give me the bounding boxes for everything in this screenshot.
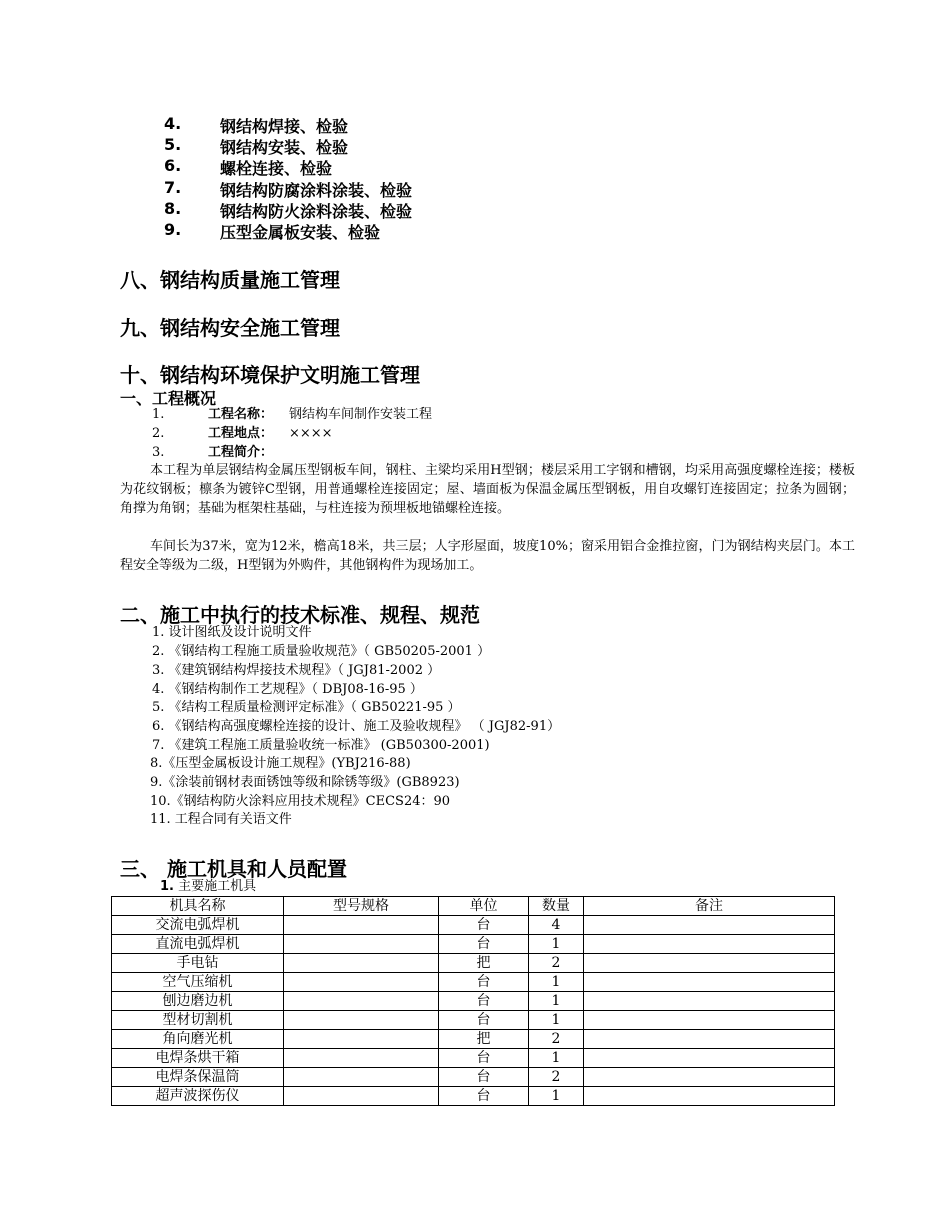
table-cell: 台 [439, 973, 529, 992]
table-cell [284, 1087, 439, 1106]
table-cell: 把 [439, 1030, 529, 1049]
standard-item: 6. 《钢结构高强度螺栓连接的设计、施工及验收规程》 （ JGJ82-91） [152, 719, 561, 734]
table-cell: 把 [439, 954, 529, 973]
table-cell [284, 954, 439, 973]
chapter-10-heading: 十、钢结构环境保护文明施工管理 [120, 363, 420, 387]
project-intro-row [152, 443, 274, 462]
standard-item: 1. 设计图纸及设计说明文件 [152, 625, 312, 640]
chapter-8-heading: 八、钢结构质量施工管理 [120, 268, 340, 292]
standard-item: 11. 工程合同有关语文件 [150, 812, 292, 827]
project-size-paragraph: 车间长为37米，宽为12米，檐高18米，共三层；人字形屋面，坡度10%；窗采用铝合金推拉窗，门为钢结构夹层门。本工程安全等级为二级，H型钢为外购件，其他钢构件为现场加工。 [120, 539, 855, 573]
item-number: 5. [164, 135, 182, 154]
project-location-value: ×××× [289, 426, 333, 441]
table-cell [284, 973, 439, 992]
table-cell [584, 1030, 835, 1049]
table-cell: 台 [439, 935, 529, 954]
table-cell [584, 954, 835, 973]
table-cell: 台 [439, 916, 529, 935]
table-cell [584, 1049, 835, 1068]
project-location-row [152, 424, 333, 443]
table-cell [284, 935, 439, 954]
table-cell: 台 [439, 1068, 529, 1087]
table-row [112, 973, 835, 992]
table-cell [584, 935, 835, 954]
table-cell: 型材切割机 [112, 1011, 284, 1030]
table-row [112, 1068, 835, 1087]
header-cell: 单位 [439, 897, 529, 916]
table-row [112, 1011, 835, 1030]
section-1-title: 一、工程概况 [120, 389, 217, 408]
table-cell: 1 [529, 1087, 584, 1106]
section-3-title: 三、 施工机具和人员配置 [120, 857, 347, 881]
table-cell: 台 [439, 1049, 529, 1068]
item-number: 9. [164, 220, 182, 239]
item-text: 钢结构安装、检验 [220, 138, 349, 157]
header-cell: 型号规格 [284, 897, 439, 916]
project-name-value: 钢结构车间制作安装工程 [289, 407, 433, 422]
header-cell: 机具名称 [112, 897, 284, 916]
table-cell [584, 1087, 835, 1106]
table-cell [284, 1030, 439, 1049]
table-cell: 2 [529, 954, 584, 973]
table-row [112, 1087, 835, 1106]
item-number: 7. [164, 178, 182, 197]
item-number: 2. [152, 426, 165, 441]
table-row [112, 916, 835, 935]
table-cell: 空气压缩机 [112, 973, 284, 992]
item-number: 3. [152, 445, 165, 460]
table-cell: 2 [529, 1068, 584, 1087]
project-name-label: 工程名称： [208, 407, 274, 422]
item-text: 钢结构防腐涂料涂装、检验 [220, 181, 413, 200]
section-2-title: 二、施工中执行的技术标准、规程、规范 [120, 603, 480, 627]
table-cell [284, 1011, 439, 1030]
table-row [112, 935, 835, 954]
standard-item: 5. 《结构工程质量检测评定标准》（ GB50221-95 ） [152, 700, 461, 715]
table-cell [284, 1068, 439, 1087]
table-cell: 角向磨光机 [112, 1030, 284, 1049]
table-cell: 刨边磨边机 [112, 992, 284, 1011]
table-cell: 1 [529, 973, 584, 992]
table-cell [584, 1011, 835, 1030]
table-cell: 4 [529, 916, 584, 935]
table-cell [584, 1068, 835, 1087]
table-row [112, 1049, 835, 1068]
table-cell: 超声波探伤仪 [112, 1087, 284, 1106]
table-cell: 电焊条烘干箱 [112, 1049, 284, 1068]
table-cell [284, 1049, 439, 1068]
item-text: 压型金属板安装、检验 [220, 223, 381, 242]
table-cell: 1 [529, 1049, 584, 1068]
item-number: 4. [164, 114, 182, 133]
table-row [112, 992, 835, 1011]
project-name-row [152, 405, 433, 424]
table-cell: 电焊条保温筒 [112, 1068, 284, 1087]
standard-item: 2. 《钢结构工程施工质量验收规范》（ GB50205-2001 ） [152, 644, 491, 659]
equipment-subtitle [160, 877, 256, 896]
table-cell: 1 [529, 935, 584, 954]
project-location-label: 工程地点： [208, 426, 274, 441]
standard-item: 8.《压型金属板设计施工规程》(YBJ216-88) [150, 756, 411, 771]
table-cell [284, 916, 439, 935]
header-cell: 备注 [584, 897, 835, 916]
table-cell [284, 992, 439, 1011]
table-cell: 2 [529, 1030, 584, 1049]
table-cell: 交流电弧焊机 [112, 916, 284, 935]
item-number: 1. [152, 407, 165, 422]
table-cell [584, 916, 835, 935]
equipment-table [111, 896, 835, 1106]
table-cell: 台 [439, 992, 529, 1011]
table-cell: 台 [439, 1087, 529, 1106]
table-row [112, 954, 835, 973]
header-cell: 数量 [529, 897, 584, 916]
item-number: 8. [164, 199, 182, 218]
item-text: 钢结构防火涂料涂装、检验 [220, 202, 413, 221]
table-cell [584, 992, 835, 1011]
table-cell: 手电钻 [112, 954, 284, 973]
standard-item: 9.《涂装前钢材表面锈蚀等级和除锈等级》(GB8923) [150, 775, 460, 790]
table-cell: 台 [439, 1011, 529, 1030]
table-row [112, 1030, 835, 1049]
project-intro-label: 工程简介： [208, 445, 274, 460]
item-text: 钢结构焊接、检验 [220, 117, 349, 136]
item-number: 6. [164, 156, 182, 175]
standard-item: 10.《钢结构防火涂料应用技术规程》CECS24：90 [150, 794, 451, 809]
standard-item: 3. 《建筑钢结构焊接技术规程》（ JGJ81-2002 ） [152, 663, 441, 678]
table-header-row [112, 897, 835, 916]
table-cell: 1 [529, 1011, 584, 1030]
standard-item: 4. 《钢结构制作工艺规程》（ DBJ08-16-95 ） [152, 682, 423, 697]
sub-number: 1. [160, 879, 174, 894]
sub-text: 主要施工机具 [178, 879, 257, 894]
table-cell: 1 [529, 992, 584, 1011]
item-text: 螺栓连接、检验 [220, 159, 333, 178]
chapter-9-heading: 九、钢结构安全施工管理 [120, 316, 340, 340]
project-intro-paragraph: 本工程为单层钢结构金属压型钢板车间，钢柱、主梁均采用H型钢；楼层采用工字钢和槽钢，均采用高强度螺栓连接；楼板为花纹钢板；檩条为镀锌C型钢，用普通螺栓连接固定；屋、墙面板为保温金属压型钢板，用自攻螺钉连接固定；拉条为圆钢；角撑为角钢；基础为框架柱基础，与柱连接为预埋板地锚螺栓连接。 [120, 463, 855, 516]
standard-item: 7. 《建筑工程施工质量验收统一标准》 (GB50300-2001) [152, 738, 490, 753]
table-cell: 直流电弧焊机 [112, 935, 284, 954]
table-cell [584, 973, 835, 992]
